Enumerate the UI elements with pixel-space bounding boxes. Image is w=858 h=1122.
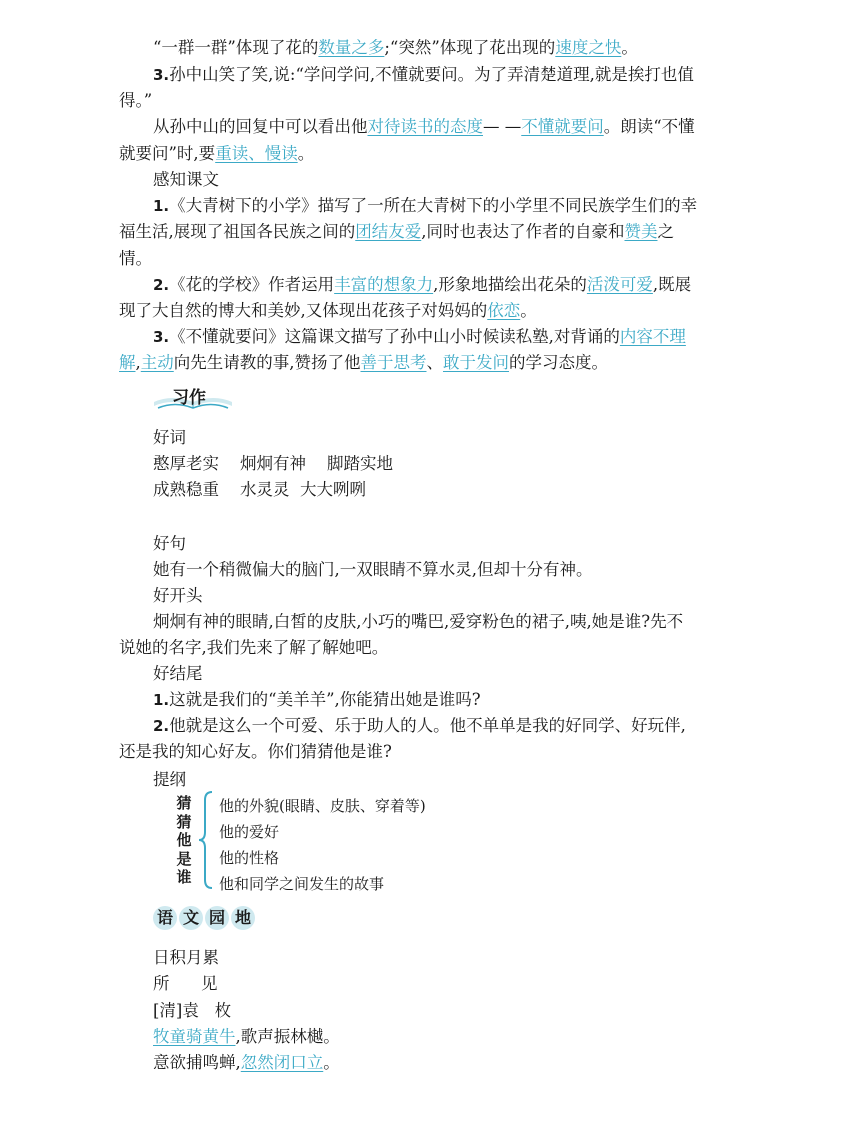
section-banner — [150, 382, 236, 412]
answer-text: 主动 — [140, 353, 174, 372]
word-row: 憨厚老实 炯炯有神 脚踏实地 — [153, 454, 393, 473]
paragraph-line: 从孙中山的回复中可以看出他对待读书的态度— —不懂就要问。朗读“不懂 — [153, 117, 695, 136]
outline-item: 他和同学之间发生的故事 — [219, 875, 385, 893]
answer-text: 善于思考 — [360, 353, 427, 372]
poem-line: 牧童骑黄牛,歌声振林樾。 — [153, 1027, 340, 1046]
poem-title: 所 见 — [153, 974, 218, 993]
paragraph-line: 现了大自然的博大和美妙,又体现出花孩子对妈妈的依恋。 — [119, 301, 537, 320]
paragraph-line: 1.《大青树下的小学》描写了一所在大青树下的小学里不同民族学生们的幸 — [153, 196, 698, 215]
paragraph-line: 她有一个稍微偏大的脑门,一双眼睛不算水灵,但却十分有神。 — [153, 560, 593, 579]
outline-item: 他的爱好 — [219, 823, 280, 841]
answer-text: 依恋 — [487, 301, 521, 320]
poem-author: [清]袁 枚 — [153, 1001, 232, 1020]
answer-text: 牧童骑黄牛 — [153, 1027, 236, 1046]
paragraph-line: “一群一群”体现了花的数量之多;“突然”体现了花出现的速度之快。 — [153, 38, 638, 57]
subsection-title: 好开头 — [153, 586, 203, 605]
outline-item: 他的外貌(眼睛、皮肤、穿着等) — [219, 797, 426, 815]
subsection-title: 好结尾 — [153, 664, 203, 683]
answer-text: 活泼可爱 — [586, 275, 653, 294]
paragraph-line: 1.这就是我们的“美羊羊”,你能猜出她是谁吗? — [153, 690, 481, 709]
subsection-title: 好词 — [153, 428, 186, 447]
outline-item: 他的性格 — [219, 849, 280, 867]
paragraph-line: 情。 — [119, 249, 152, 268]
section-banner: 语 文 园 地 — [153, 906, 255, 934]
paragraph-line: 炯炯有神的眼睛,白皙的皮肤,小巧的嘴巴,爱穿粉色的裙子,咦,她是谁?先不 — [153, 612, 684, 631]
outline-topic: 猜 猜 他 是 谁 — [176, 794, 192, 886]
paragraph-line: 2.《花的学校》作者运用丰富的想象力,形象地描绘出花朵的活泼可爱,既展 — [153, 275, 692, 294]
answer-text: 不懂就要问 — [521, 117, 604, 136]
answer-text: 团结友爱 — [355, 222, 422, 241]
answer-text: 内容不理 — [619, 327, 686, 346]
subsection-title: 日积月累 — [153, 948, 219, 967]
paragraph-line: 就要问”时,要重读、慢读。 — [119, 144, 315, 163]
answer-text: 忽然闭口立 — [240, 1053, 324, 1072]
answer-text: 对待读书的态度 — [367, 117, 483, 136]
answer-text: 数量之多 — [318, 38, 385, 57]
answer-text: 速度之快 — [555, 38, 622, 57]
paragraph-line: 还是我的知心好友。你们猜猜他是谁? — [119, 742, 392, 761]
paragraph-line: 得。” — [119, 91, 153, 110]
paragraph-line: 福生活,展现了祖国各民族之间的团结友爱,同时也表达了作者的自豪和赞美之 — [119, 222, 674, 241]
answer-text: 赞美 — [624, 222, 658, 241]
answer-text: 重读、慢读 — [215, 144, 298, 163]
section-title: 感知课文 — [153, 170, 219, 189]
paragraph-line: 3.《不懂就要问》这篇课文描写了孙中山小时候读私塾,对背诵的内容不理 — [153, 327, 686, 346]
paragraph-line: 说她的名字,我们先来了解了解她吧。 — [119, 638, 389, 657]
brace-icon — [197, 790, 215, 890]
subsection-title: 好句 — [153, 534, 186, 553]
paragraph-line: 2.他就是这么一个可爱、乐于助人的人。他不单单是我的好同学、好玩伴, — [153, 716, 686, 735]
subsection-title: 提纲 — [153, 770, 186, 789]
poem-line: 意欲捕鸣蝉,忽然闭口立。 — [153, 1053, 340, 1072]
word-row: 成熟稳重 水灵灵 大大咧咧 — [153, 480, 366, 499]
banner-title: 习作 — [172, 388, 206, 408]
answer-text: 敢于发问 — [443, 353, 509, 372]
paragraph-line: 解,主动向先生请教的事,赞扬了他善于思考、敢于发问的学习态度。 — [119, 353, 608, 372]
paragraph-line: 3.孙中山笑了笑,说:“学问学问,不懂就要问。为了弄清楚道理,就是挨打也值 — [153, 65, 694, 84]
answer-text: 解 — [119, 353, 136, 372]
answer-text: 丰富的想象力 — [334, 275, 434, 294]
